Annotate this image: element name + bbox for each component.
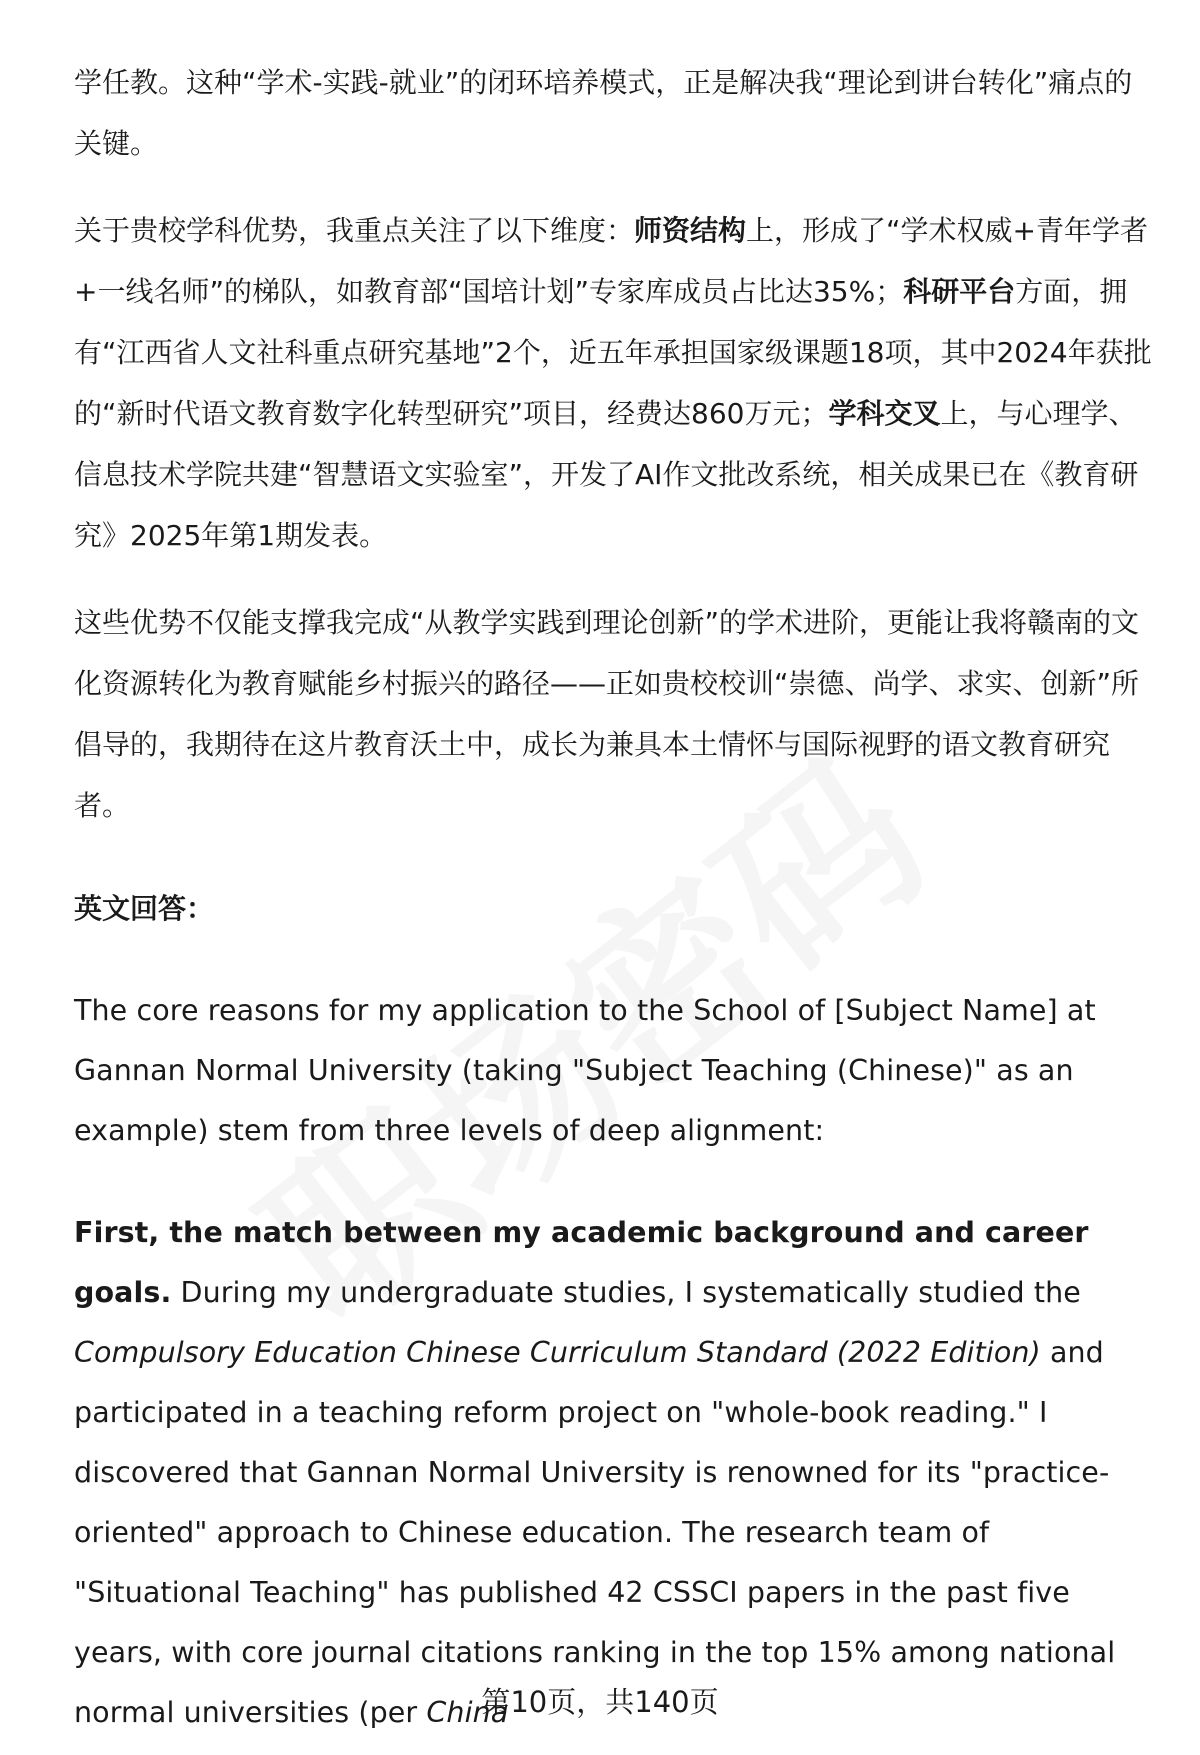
text-span: During my undergraduate studies, I systematically studied the [171,1276,1081,1309]
italic-title: China [426,1696,509,1729]
chinese-paragraph-3: 这些优势不仅能支撑我完成“从教学实践到理论创新”的学术进阶，更能让我将赣南的文化资源转化为教育赋能乡村振兴的路径——正如贵校校训“崇德、尚学、求实、创新”所倡导的，我期待在这片教育沃土中，成长为兼具本土情怀与国际视野的语文教育研究者。 [74,606,1140,822]
document-body [74,52,1154,1743]
text-span: 关于贵校学科优势，我重点关注了以下维度： [74,214,635,247]
text-span: 上，与心理学、信息技术学院共建“智慧语文实验室”，开发了AI作文批改系统，相关成果已在《教育研究》2025年第1期发表。 [74,397,1139,552]
bold-term-interdisciplinary: 学科交叉 [828,397,941,430]
text-span: 上，形成了“学术权威+青年学者+一线名师”的梯队，如教育部“国培计划”专家库成员占比达35%； [74,214,1148,308]
page-number: 第10页，共140页 [481,1685,719,1719]
chinese-paragraph-1: 学任教。这种“学术-实践-就业”的闭环培养模式，正是解决我“理论到讲台转化”痛点的关键。 [74,66,1133,160]
italic-title: Compulsory Education Chinese Curriculum Standard (2022 Edition) [74,1336,1041,1369]
english-answer-heading: 英文回答： [74,892,215,925]
english-paragraph-1: The core reasons for my application to the School of [Subject Name] at Gannan Normal University (taking "Subject Teaching (Chinese)" as an example) stem from three levels of deep alignment: [74,994,1096,1147]
bold-lead-sentence: First, the match between my academic background and career goals. [74,1216,1089,1309]
chinese-paragraph-2 [74,200,1154,566]
bold-term-faculty: 师资结构 [634,214,747,247]
bold-term-research-platform: 科研平台 [903,275,1016,308]
english-paragraph-2 [74,1203,1154,1743]
text-span: and participated in a teaching reform project on "whole-book reading." I discovered that Gannan Normal University is renowned for its "practice-oriented" approach to Chinese education. The research team of "Situational Teaching" has published 42 CSSCI papers in the past five years, with core journal citations ranking in the top 15% among national normal universities (per [74,1336,1116,1729]
text-span: 方面，拥有“江西省人文社科重点研究基地”2个，近五年承担国家级课题18项，其中2024年获批的“新时代语文教育数字化转型研究”项目，经费达860万元； [74,275,1152,430]
